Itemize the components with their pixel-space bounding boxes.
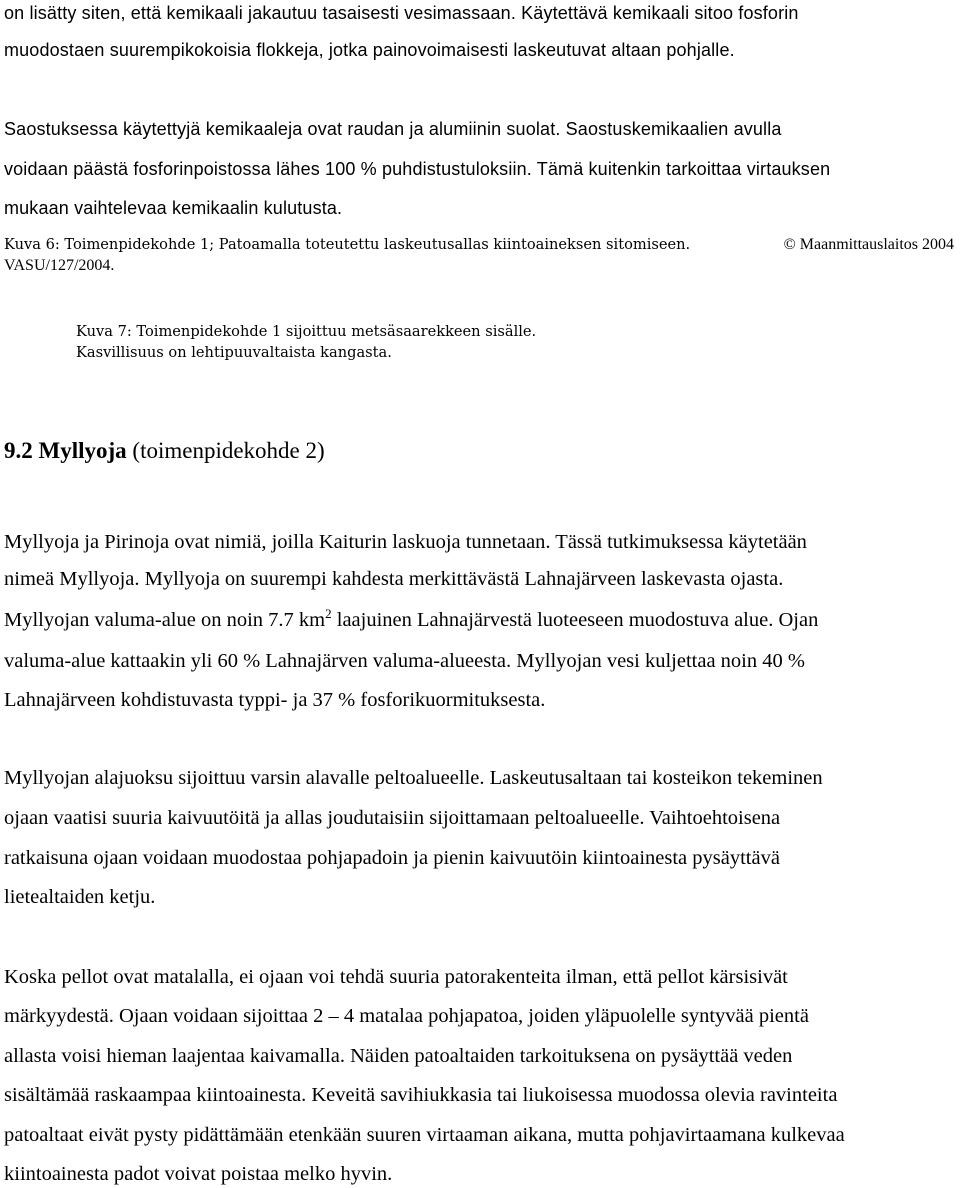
p3-line-4: sisältämää raskaampaa kiintoainesta. Keveitä savihiukkasia tai liukoisessa muodossa olevia ravinteita <box>4 1084 838 1106</box>
figure-6-copyright: © Maanmittauslaitos 2004 <box>783 236 954 253</box>
figure-6-caption-source: VASU/127/2004. <box>4 257 115 274</box>
p1-line-3 <box>4 608 954 632</box>
chem-line-3: mukaan vaihtelevaa kemikaalin kulutusta. <box>4 198 343 218</box>
p3-line-5: patoaltaat eivät pysty pidättämään etenkään suuren virtaaman aikana, mutta pohjavirtaamana kulkevaa <box>4 1124 845 1146</box>
p3-line-1: Koska pellot ovat matalalla, ei ojaan voi tehdä suuria patorakenteita ilman, että pellot kärsisivät <box>4 966 788 988</box>
p1-line-1: Myllyoja ja Pirinoja ovat nimiä, joilla Kaiturin laskuoja tunnetaan. Tässä tutkimuksessa käytetään <box>4 531 807 553</box>
p3-line-2: märkyydestä. Ojaan voidaan sijoittaa 2 – 4 matalaa pohjapatoa, joiden yläpuolelle syntyvää pientä <box>4 1005 809 1027</box>
section-heading <box>4 437 954 465</box>
chem-line-2: voidaan päästä fosforinpoistossa lähes 100 % puhdistustuloksiin. Tämä kuitenkin tarkoittaa virtauksen <box>4 159 831 179</box>
figure-7-caption-line-2: Kasvillisuus on lehtipuuvaltaista kangasta. <box>76 344 392 361</box>
section-number: 9.2 <box>4 438 33 463</box>
p1-line-5: Lahnajärveen kohdistuvasta typpi- ja 37 % fosforikuormituksesta. <box>4 689 546 711</box>
intro-line-1: on lisätty siten, että kemikaali jakautuu tasaisesti vesimassaan. Käytettävä kemikaali sitoo fosforin <box>4 3 799 23</box>
figure-7-caption-line-1: Kuva 7: Toimenpidekohde 1 sijoittuu metsäsaarekkeen sisälle. <box>76 323 537 340</box>
p3-line-6: kiintoainesta padot voivat poistaa melko hyvin. <box>4 1163 393 1185</box>
p2-line-4: lietealtaiden ketju. <box>4 886 156 908</box>
section-subtitle: (toimenpidekohde 2) <box>132 438 325 463</box>
chem-line-1: Saostuksessa käytettyjä kemikaaleja ovat raudan ja alumiinin suolat. Saostuskemikaalien avulla <box>4 119 782 139</box>
p2-line-2: ojaan vaatisi suuria kaivuutöitä ja allas joudutaisiin sijoittamaan peltoalueelle. Vaihtoehtoisena <box>4 807 781 829</box>
superscript-2: 2 <box>325 606 332 622</box>
p1-line-3-start: Myllyojan valuma-alue on noin 7.7 km <box>4 609 326 631</box>
p1-line-3-end: laajuinen Lahnajärvestä luoteeseen muodostuva alue. Ojan <box>331 609 819 631</box>
p2-line-1: Myllyojan alajuoksu sijoittuu varsin alavalle peltoalueelle. Laskeutusaltaan tai kosteikon tekeminen <box>4 767 823 789</box>
figure-6-caption-text: Kuva 6: Toimenpidekohde 1; Patoamalla toteutettu laskeutusallas kiintoaineksen sitomiseen. <box>4 236 691 253</box>
p2-line-3: ratkaisuna ojaan voidaan muodostaa pohjapadoin ja pienin kaivuutöin kiintoainesta pysäyttävä <box>4 847 780 869</box>
section-title: Myllyoja <box>38 438 127 463</box>
p1-line-2: nimeä Myllyoja. Myllyoja on suurempi kahdesta merkittävästä Lahnajärveen laskevasta ojasta. <box>4 568 784 590</box>
p3-line-3: allasta voisi hieman laajentaa kaivamalla. Näiden patoaltaiden tarkoituksena on pysäyttää veden <box>4 1045 793 1067</box>
intro-line-2: muodostaen suurempikokoisia flokkeja, jotka painovoimaisesti laskeutuvat altaan pohjalle. <box>4 40 735 60</box>
figure-6-caption <box>4 235 954 255</box>
p1-line-4: valuma-alue kattaakin yli 60 % Lahnajärven valuma-alueesta. Myllyojan vesi kuljettaa noin 40 % <box>4 650 805 672</box>
